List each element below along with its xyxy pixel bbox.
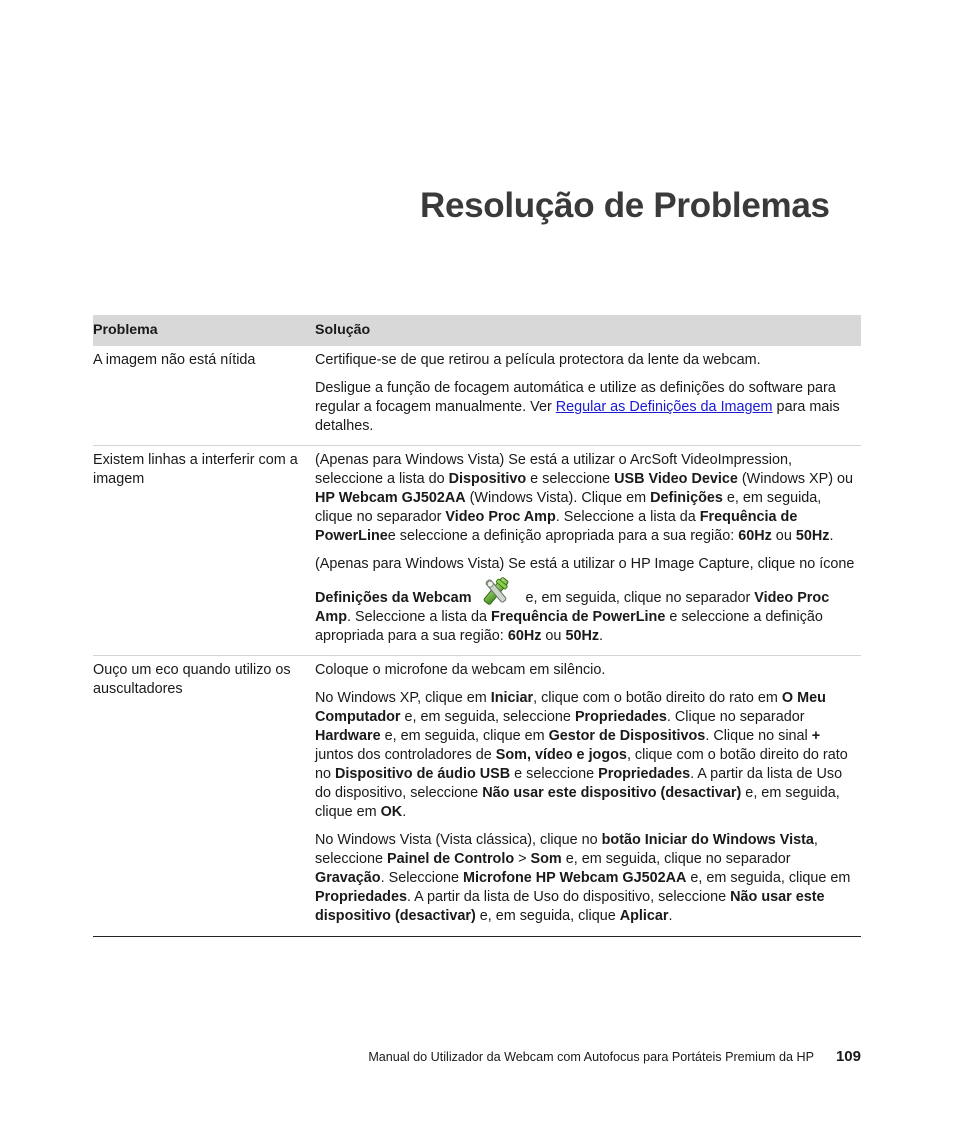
bold-term: Propriedades [598, 766, 691, 782]
text-segment: e, em seguida, clique em [380, 728, 549, 744]
text-segment: . [829, 528, 834, 544]
table-header [93, 315, 861, 346]
text-segment: e seleccione a definição apropriada para a sua região: [315, 609, 823, 644]
bold-term: Microfone HP Webcam GJ502AA [463, 870, 687, 886]
bold-term: + [811, 728, 821, 744]
webcam-settings-icon [479, 574, 513, 608]
solution-cell [315, 661, 861, 936]
text-segment: juntos dos controladores de [315, 747, 496, 763]
header-solution: Solução [315, 322, 371, 338]
bold-term: OK [380, 804, 403, 820]
text-segment: e, em seguida, clique em [315, 785, 840, 820]
bold-term: Som [530, 851, 562, 867]
bold-term: 60Hz [507, 628, 542, 644]
bold-term: Dispositivo [448, 471, 527, 487]
text-segment: (Apenas para Windows Vista) Se está a utilizar o ArcSoft VideoImpression, seleccione a lista do [315, 452, 792, 487]
bold-term: Video Proc Amp [315, 590, 830, 625]
text-segment: . A partir da lista de Uso do dispositivo, seleccione [315, 766, 843, 801]
text-segment: e, em seguida, seleccione [400, 709, 575, 725]
text-segment: ou [541, 628, 566, 644]
text-segment: . Clique no separador [666, 709, 805, 725]
bold-term: 60Hz [738, 528, 772, 544]
text-segment: , seleccione [315, 832, 818, 867]
bold-term: Hardware [315, 728, 381, 744]
solution-paragraph [315, 351, 855, 370]
solution-paragraph [315, 831, 855, 926]
solution-cell [315, 451, 861, 655]
problem-cell: Ouço um eco quando utilizo os auscultadores [93, 662, 291, 697]
text-segment: e, em seguida, clique em [686, 870, 851, 886]
text-segment: , clique com o botão direito do rato em [533, 690, 782, 706]
solution-paragraph [315, 689, 855, 822]
solution-paragraph [315, 451, 855, 546]
bold-term: USB Video Device [614, 471, 738, 487]
bold-term: Gestor de Dispositivos [548, 728, 706, 744]
text-segment: (Windows XP) ou [737, 471, 854, 487]
bold-term: 50Hz [565, 628, 600, 644]
text-segment: (Apenas para Windows Vista) Se está a utilizar o HP Image Capture, clique no ícone [315, 556, 855, 572]
text-segment: e, em seguida, clique no separador [561, 851, 791, 867]
page-footer [368, 1048, 861, 1065]
bold-term: Não usar este dispositivo (desactivar) [315, 889, 825, 924]
bold-term: Definições da Webcam [315, 590, 472, 606]
bold-term: Definições [650, 490, 723, 506]
text-segment: . Clique no sinal [705, 728, 812, 744]
text-segment: para mais detalhes. [315, 399, 840, 434]
text-segment: e, em seguida, clique no separador [521, 590, 755, 606]
text-segment: > [514, 851, 531, 867]
text-segment: (Windows Vista). Clique em [465, 490, 651, 506]
bold-term: Video Proc Amp [445, 509, 556, 525]
troubleshooting-table [93, 315, 861, 937]
text-segment: ou [771, 528, 796, 544]
text-segment: Certifique-se de que retirou a película protectora da lente da webcam. [315, 352, 761, 368]
text-segment: e, em seguida, clique [475, 908, 620, 924]
bold-term: HP Webcam GJ502AA [315, 490, 466, 506]
bold-term: Propriedades [315, 889, 407, 905]
bold-term: botão Iniciar do Windows Vista [601, 832, 814, 848]
bold-term: Iniciar [490, 690, 534, 706]
header-problem: Problema [93, 322, 158, 338]
text-segment: e, em seguida, clique no separador [315, 490, 822, 525]
text-segment: e seleccione [526, 471, 615, 487]
bold-term: Propriedades [574, 709, 667, 725]
text-segment: . [599, 628, 604, 644]
solution-paragraph [315, 661, 855, 680]
text-segment: . [402, 804, 407, 820]
text-segment: e seleccione [510, 766, 599, 782]
solution-paragraph [315, 379, 855, 436]
text-segment: . [668, 908, 673, 924]
bold-term: Frequência de PowerLine [490, 609, 666, 625]
page-title: Resolução de Problemas [420, 186, 830, 225]
solution-cell [315, 351, 861, 445]
text-segment: Coloque o microfone da webcam em silêncio. [315, 662, 606, 678]
text-segment: No Windows Vista (Vista clássica), clique no [315, 832, 602, 848]
text-segment: Desligue a função de focagem automática e utilize as definições do software para regular a focagem manualmente. Ver [315, 380, 836, 415]
text-segment: e seleccione a definição apropriada para a sua região: [387, 528, 739, 544]
bold-term: Gravação [315, 870, 381, 886]
problem-cell: Existem linhas a interferir com a imagem [93, 452, 298, 487]
bold-term: Frequência de PowerLine [315, 509, 798, 544]
table-row [93, 346, 861, 446]
bold-term: Painel de Controlo [387, 851, 515, 867]
link-image-settings[interactable]: Regular as Definições da Imagem [555, 399, 773, 415]
table-body [93, 346, 861, 937]
text-segment: , clique com o botão direito do rato no [315, 747, 848, 782]
table-row [93, 656, 861, 937]
bold-term: Aplicar [619, 908, 669, 924]
text-segment: No Windows XP, clique em [315, 690, 491, 706]
bold-term: O Meu Computador [315, 690, 826, 725]
page-number: 109 [835, 1048, 861, 1065]
footer-text: Manual do Utilizador da Webcam com Autofocus para Portáteis Premium da HP [368, 1050, 814, 1064]
bold-term: Não usar este dispositivo (desactivar) [482, 785, 742, 801]
text-segment: . A partir da lista de Uso do dispositivo, seleccione [406, 889, 731, 905]
bold-term: 50Hz [795, 528, 830, 544]
text-segment: . Seleccione a lista da [346, 609, 491, 625]
bold-term: Dispositivo de áudio USB [335, 766, 511, 782]
problem-cell: A imagem não está nítida [93, 352, 256, 368]
solution-paragraph [315, 555, 855, 646]
text-segment: . Seleccione a lista da [555, 509, 700, 525]
text-segment: . Seleccione [380, 870, 464, 886]
bold-term: Som, vídeo e jogos [495, 747, 627, 763]
table-row [93, 446, 861, 656]
